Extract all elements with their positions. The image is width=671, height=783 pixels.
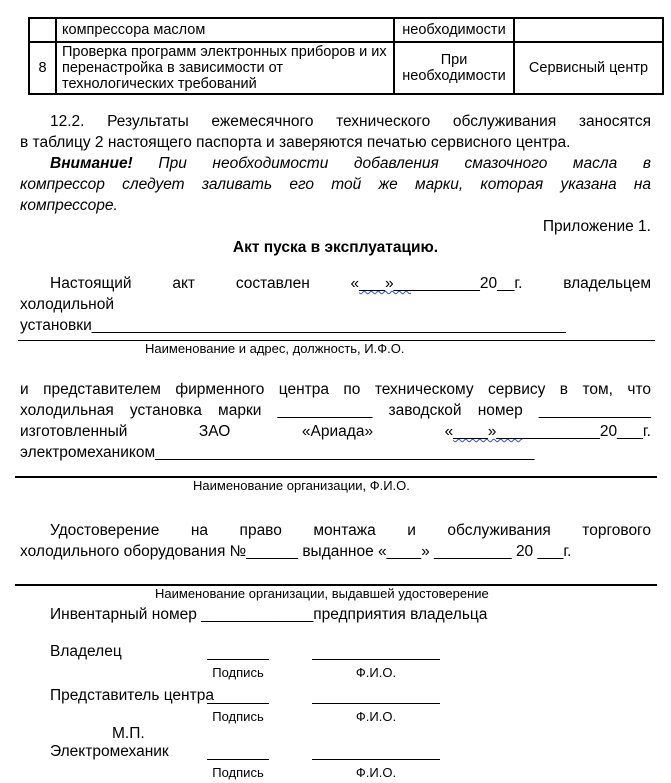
paragraph-line <box>20 153 651 174</box>
warning-paragraph <box>20 153 651 216</box>
section-12-2-paragraph <box>20 111 651 153</box>
paragraph-text: изготовленный ЗАО «Ариада» « <box>20 423 454 440</box>
paragraph-line: электромехаником____________________________________________ <box>20 444 535 461</box>
paragraph-line: Удостоверение на право монтажа и обслуживания торгового <box>50 522 651 539</box>
intro-text: ________20__г. владельцем <box>410 275 651 292</box>
signature-line-short <box>207 741 269 760</box>
paragraph-line: и представителем фирменного центра по техническому сервису в том, что <box>20 381 651 398</box>
signature-captions-row <box>20 662 651 679</box>
periodicity-cell: При необходимости <box>394 42 514 94</box>
sign-caption: Подпись <box>212 665 264 680</box>
task-description-line: перенастройка в зависимости от <box>62 60 284 76</box>
fio-caption: Ф.И.О. <box>355 765 397 780</box>
signature-captions-row <box>20 706 651 723</box>
issuing-organization-caption: Наименование организации, выдавшей удостоверение <box>155 586 489 601</box>
signature-line-long <box>312 685 440 704</box>
certificate-paragraph <box>20 520 651 562</box>
electrician-label: Электромеханик <box>50 743 169 760</box>
table-row <box>29 18 663 42</box>
center-rep-label: Представитель центра <box>50 687 214 704</box>
act-title: Акт пуска в эксплуатацию. <box>232 239 439 256</box>
signature-block <box>20 641 651 779</box>
task-description-line: Проверка программ электронных приборов и их <box>62 44 387 60</box>
table-row <box>29 42 663 94</box>
electrician-signature-row <box>20 741 651 762</box>
paragraph-line: компрессор следует заливать его той же марки, которая указана на <box>20 176 651 193</box>
row-number-cell: 8 <box>29 42 56 94</box>
paragraph-line <box>20 421 651 442</box>
owner-signature-row <box>20 641 651 662</box>
paragraph-line: холодильная установка марки ___________ заводской номер _____________ <box>20 402 651 419</box>
paragraph-line <box>20 273 651 294</box>
signature-line-short <box>207 641 269 660</box>
inventory-number-line: Инвентарный номер _____________предприятия владельца <box>50 606 488 623</box>
paragraph-line: в таблицу 2 настоящего паспорта и заверяются печатью сервисного центра. <box>20 134 571 151</box>
fio-caption: Ф.И.О. <box>355 665 397 680</box>
name-address-caption: Наименование и адрес, должность, И.Ф.О. <box>145 341 405 356</box>
center-rep-signature-row <box>20 685 651 706</box>
task-description-cell: компрессора маслом <box>56 18 394 42</box>
periodicity-cell: необходимости <box>394 18 514 42</box>
sign-caption: Подпись <box>212 709 264 724</box>
row-number-cell <box>29 18 56 42</box>
paragraph-line: холодильной установки_______________________________________________________ <box>20 296 566 334</box>
sign-caption: Подпись <box>212 765 264 780</box>
signature-line-short <box>207 685 269 704</box>
paragraph-line: компрессоре. <box>20 197 118 214</box>
fio-caption: Ф.И.О. <box>355 709 397 724</box>
representative-paragraph <box>20 379 651 463</box>
signature-captions-row <box>20 762 651 779</box>
task-description-cell <box>56 42 394 94</box>
warning-text: При необходимости добавления смазочного масла в <box>132 155 651 172</box>
stamp-row <box>20 723 651 741</box>
signature-line-long <box>312 641 440 660</box>
annex-label: Приложение 1. <box>542 218 651 235</box>
task-description-line: технологических требований <box>62 76 257 92</box>
paragraph-text: _________20___г. <box>522 423 651 440</box>
stamp-label: М.П. <box>112 725 145 742</box>
executor-cell <box>514 18 663 42</box>
signature-line-long <box>312 741 440 760</box>
maintenance-table <box>28 17 664 95</box>
paragraph-line: 12.2. Результаты ежемесячного технического обслуживания заносятся <box>50 113 651 130</box>
warning-lead: Внимание! <box>50 155 133 172</box>
spellcheck-squiggle: ____»___ <box>453 423 523 440</box>
owner-label: Владелец <box>50 643 122 660</box>
intro-text: Настоящий акт составлен « <box>50 275 360 292</box>
act-intro-paragraph <box>20 273 651 336</box>
paragraph-line: холодильного оборудования №______ выданное «____» _________ 20 ___г. <box>20 543 572 560</box>
executor-cell: Сервисный центр <box>514 42 663 94</box>
organization-caption: Наименование организации, Ф.И.О. <box>193 478 410 493</box>
spellcheck-squiggle: ___»__ <box>359 275 411 292</box>
